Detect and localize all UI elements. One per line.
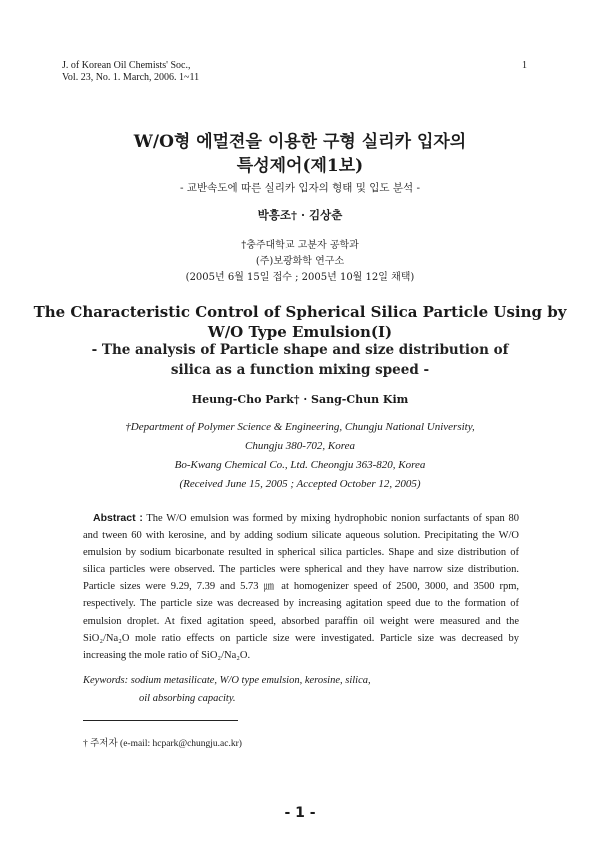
page-number-top: 1 bbox=[522, 60, 527, 71]
english-subtitle bbox=[0, 340, 600, 380]
english-title bbox=[0, 302, 600, 342]
english-subtitle-line-2: silica as a function mixing speed - bbox=[170, 362, 430, 378]
english-affiliation-line-3: Bo-Kwang Chemical Co., Ltd. Cheongju 363-820, Korea bbox=[174, 459, 426, 471]
journal-line-1: J. of Korean Oil Chemists' Soc., bbox=[62, 60, 191, 71]
abstract-separator: : bbox=[139, 512, 143, 524]
korean-title-line-2: 특성제어(제1보) bbox=[236, 156, 364, 176]
korean-affiliations bbox=[0, 238, 600, 286]
abstract bbox=[83, 510, 519, 664]
keywords-line-2: oil absorbing capacity. bbox=[139, 693, 236, 704]
keywords-label: Keywords: bbox=[83, 675, 129, 686]
footnote-divider bbox=[83, 720, 238, 721]
keywords-line-1: sodium metasilicate, W/O type emulsion, kerosine, silica, bbox=[130, 675, 371, 686]
page-footer: - 1 - bbox=[284, 805, 316, 821]
korean-dates: (2005년 6월 15일 접수 ; 2005년 10월 12일 채택) bbox=[185, 272, 415, 283]
korean-title-line-1: W/O형 에멀젼을 이용한 구형 실리카 입자의 bbox=[133, 132, 467, 152]
journal-citation bbox=[62, 60, 199, 84]
english-affiliations bbox=[0, 418, 600, 494]
abstract-text: The W/O emulsion was formed by mixing hydrophobic nonion surfactants of span 80 and tween 60 with kerosine, and by adding sodium silicate aqueous solution. Precipitating the W/O emulsion by sodium bicarbonate resulted in spherical silica particles. Shape and size distribution of silica particles were observed. The particles were spherical and they have narrow size distribution. Particle sizes were 9.29, 7.39 and 5.73 ㎛ at homogenizer speed of 2500, 3000, and 3500 rpm, respectively. The particle size was decreased by increasing agitation speed due to the formation of emulsion droplet. At fixed agitation speed, absorbed paraffin oil weight were measured and the SiO₂/Na₂O mole ratio effects on particle size were investigated. Particle size was decreased by increasing the mole ratio of SiO₂/Na₂O. bbox=[83, 513, 520, 661]
korean-subtitle: - 교반속도에 따른 실리카 입자의 형태 및 입도 분석 - bbox=[180, 182, 420, 194]
keywords bbox=[83, 672, 371, 708]
korean-title bbox=[0, 130, 600, 178]
english-authors: Heung-Cho Park† · Sang-Chun Kim bbox=[191, 393, 409, 406]
english-title-line-2: W/O Type Emulsion(I) bbox=[207, 323, 393, 341]
english-affiliation-line-4: (Received June 15, 2005 ; Accepted October 12, 2005) bbox=[179, 478, 421, 490]
abstract-label: Abstract bbox=[93, 512, 136, 524]
english-title-line-1: The Characteristic Control of Spherical Silica Particle Using by bbox=[33, 303, 567, 321]
corresponding-author-footnote: † 주저자 (e-mail: hcpark@chungju.ac.kr) bbox=[83, 739, 242, 749]
journal-line-2: Vol. 23, No. 1. March, 2006. 1~11 bbox=[62, 72, 200, 83]
korean-authors: 박흥조† · 김상춘 bbox=[257, 208, 343, 222]
korean-affiliation-1: †충주대학교 고분자 공학과 bbox=[241, 240, 359, 251]
korean-affiliation-2: (주)보광화학 연구소 bbox=[255, 256, 345, 267]
english-affiliation-line-2: Chungju 380-702, Korea bbox=[245, 440, 355, 452]
english-affiliation-line-1: †Department of Polymer Science & Engineering, Chungju National University, bbox=[125, 421, 475, 433]
english-subtitle-line-1: - The analysis of Particle shape and size distribution of bbox=[91, 342, 509, 358]
